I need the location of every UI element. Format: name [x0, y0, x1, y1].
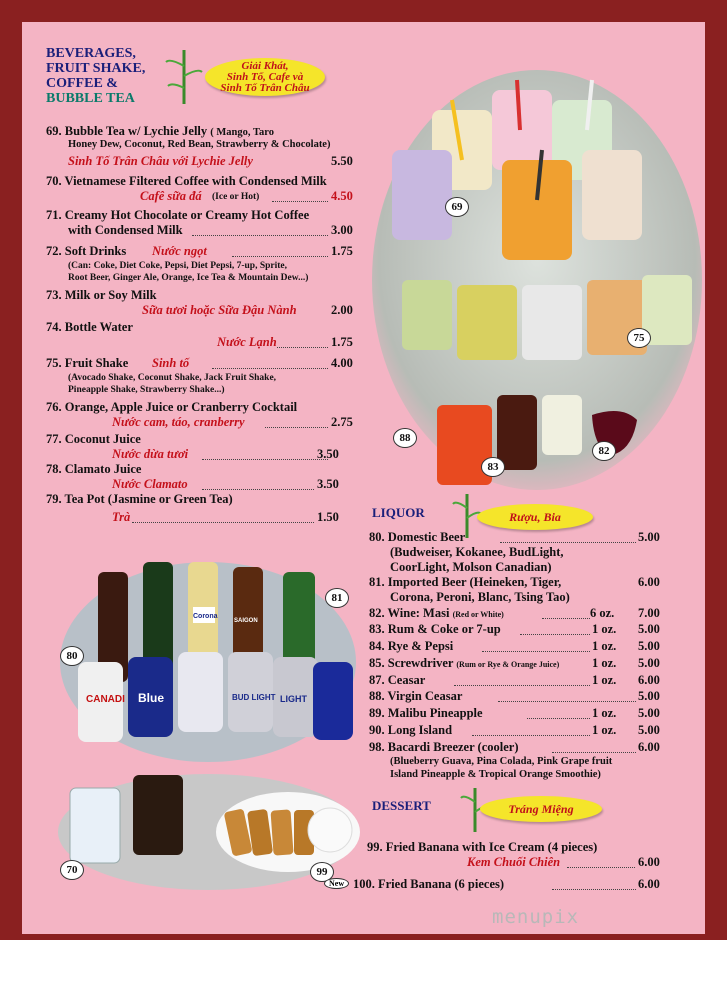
photo-label-82: 82 — [592, 441, 616, 461]
beer-label-canadian: CANADI — [86, 694, 125, 705]
header-line-1: BEVERAGES, — [46, 46, 136, 61]
beverages-viet-oval: Giải Khát, Sinh Tố, Cafe và Sinh Tố Trân Châu — [205, 58, 325, 96]
liquor-title: LIQUOR — [372, 505, 425, 520]
photo-label-69: 69 — [445, 197, 469, 217]
photo-label-75: 75 — [627, 328, 651, 348]
beer-label-blue: Blue — [138, 691, 165, 705]
beer-label-budlight: BUD LIGHT — [232, 693, 276, 702]
header-line-2: FRUIT SHAKE, — [46, 61, 146, 76]
beer-label-coors: LIGHT — [280, 694, 307, 704]
photo-label-88: 88 — [393, 428, 417, 448]
photo-label-70: 70 — [60, 860, 84, 880]
liquor-viet-oval: Rượu, Bia — [477, 504, 593, 530]
photo-label-83: 83 — [481, 457, 505, 477]
photo-label-80: 80 — [60, 646, 84, 666]
menu-page: BEVERAGES, FRUIT SHAKE, COFFEE & BUBBLE TEA Giải Khát, Sinh Tố, Cafe và Sinh Tố Trân Châu 69 75 88 83 82 69. Bubble Tea w/ Lychie Jelly ( Mango, Taro Honey Dew, Coconut, Red Bean, Strawberry & Chocolate) Sinh Tố Trân Châu với Lychie Jelly 5.50 70. Vietnamese Filtered Coffee with Condensed Milk Cafê sữa đá (Ice or Hot) 4.50 71. Creamy Hot Chocolate or Creamy Hot Coffee with Condensed Milk 3.00 72. Soft Drinks Nước ngọt 1.75 (Can: Coke, Diet Coke, Pepsi, Diet Pepsi, 7-up, Sprite, Root Beer, Ginger Ale, Orange, Ice Tea & Mountain Dew...) 73. Milk or Soy Milk Sữa tươi hoặc Sữa Đậu Nành 2.00 74. Bottle Water Nước Lạnh 1.75 75. Fruit Shake Sinh tố 4.00 (Avocado Shake, Coconut Shake, Jack Fruit Shake, Pineapple Shake, Strawberry Shake...) 76. Orange, Apple Juice or Cranberry Cocktail Nước cam, táo, cranberry 2.75 77. Coconut Juice Nước dừa tươi 3.50 78. Clamato Juice Nước Clamato 3.50 79. Tea Pot (Jasmine or Green Tea) Trà 1.50 CANADI Blue BUD LIGHT LIGHT Corona SAIGON 81 80 70 99 LIQUOR Rượu, Bia 80. Domestic Beer 5.00 (Budweiser, Kokanee, BudLight, CoorLight, Molson Canadian) 81. Imported Beer (Heineken, Tiger, 6.00 Corona, Peroni, Blanc, Tsing Tao) 82. Wine: Masi (Red or White) 6 oz. 7.00 83. Rum & Coke or 7-up 1 oz. 5.00 84. Rye & Pepsi 1 oz. 5.00 85. Screwdriver (Rum or Rye & Orange Juice) 1 oz. 5.00 87. Ceasar 1 oz. 6.00 88. Virgin Ceasar 5.00 89. Malibu Pineapple 1 oz. 5.00 90. Long Island 1 oz. 5.00 98. Bacardi Breezer (cooler) 6.00 (Blueberry Guava, Pina Colada, Pink Grape fruit Island Pineapple & Tropical Orange Smoothie) DESSERT Tráng Miệng 99. Fried Banana with Ice Cream (4 pieces) Kem Chuối Chiên 6.00 New 100. Fried Banana (6 pieces) 6.00 — [22, 22, 705, 934]
photo-label-81: 81 — [325, 588, 349, 608]
beverages-header — [46, 46, 145, 106]
watermark: menupix — [492, 906, 580, 928]
dessert-viet-oval: Tráng Miệng — [480, 796, 602, 822]
beer-label-corona: Corona — [193, 613, 218, 620]
beer-label-saigon: SAIGON — [234, 618, 258, 624]
dessert-title: DESSERT — [372, 798, 431, 813]
bamboo-icon — [164, 46, 204, 106]
header-line-4: BUBBLE TEA — [46, 91, 135, 106]
header-line-3: COFFEE & — [46, 76, 118, 91]
beer-photo — [58, 552, 358, 762]
new-badge: New — [324, 878, 349, 889]
photo-label-99: 99 — [310, 862, 334, 882]
